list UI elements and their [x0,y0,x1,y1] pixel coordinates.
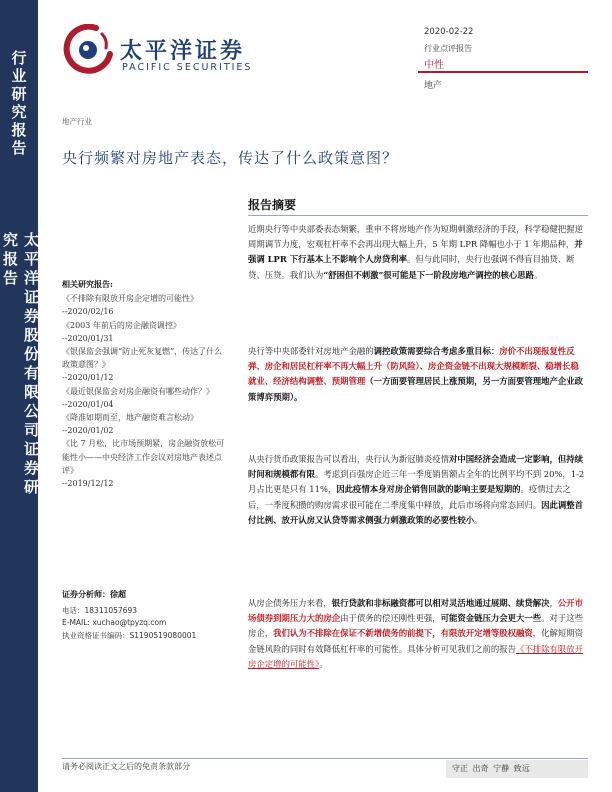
abstract-divider [248,215,588,216]
abstract-paragraph-3 [248,452,586,528]
footer-disclaimer: 请务必阅读正文之后的免责条款部分 [62,762,190,771]
text-run: 。 [474,514,483,525]
header-divider [418,71,588,73]
text-run: 并强调 LPR 下行基本上不影响个人房贷利率 [248,239,583,265]
text-run: （一方面要管理居民上涨预期，另一方面要管理地产企业政策博弈预期）。 [248,376,583,402]
text-run: 。 [319,658,328,669]
side-company-name [0,232,38,500]
analyst-info [62,588,232,642]
text-run: 从央行货币政策报告可以看出，央行认为新冠肺炎疫情 [248,454,449,464]
side-report-type-text: 行业研究报告 [9,50,28,158]
analyst-heading: 证券分析师：徐超 [62,589,126,599]
left-side-band [0,0,38,792]
text-run: 从房企债务压力来看， [248,598,332,608]
side-report-type [0,50,38,162]
report-title: 央行频繁对房地产表态，传达了什么政策意图？ [62,149,399,167]
related-report-date: --2020/01/12 [62,373,114,383]
text-run: 。考虑到百强房企近三年一季度销售额占全年的比例平均不到 20%，1-2 月占比更是只有 11%， [248,469,585,495]
related-report-title[interactable]: 《银保监会强调“防止死灰复燃”，传达了什么政策意图？》 [62,347,223,370]
text-run: ， [549,598,558,608]
text-run: 。对于这些房企， [248,613,583,639]
pacific-logo-icon [62,24,114,76]
report-link[interactable]: 《不排除有限放开房企定增的可能性》 [248,643,583,669]
analyst-phone: 电话：18311057693 [62,605,137,615]
related-report-title[interactable]: 《2003 年前后的房企融资调控》 [62,320,181,330]
text-run: 近期央行等中央部委表态频繁，重申不将房地产作为短期刺激经济的手段，科学稳健把握逆周期调节力度，宏观杠杆率不会再出现大幅上升，5 年期 LPR 降幅也小于 1 年期品种， [248,224,583,250]
footer-divider [62,758,588,759]
related-reports-heading: 相关研究报告: [62,279,113,289]
abstract-heading: 报告摘要 [248,198,297,212]
text-run: ，化解短期资金链风险的同时有效降低杠杆率的可能性。具体分析可见我们之前的报告 [248,628,583,654]
text-run: 央行等中央部委针对房地产金融的 [248,346,374,356]
company-logo [62,24,267,80]
text-run: 对中国经济会造成一定影响，但持续时间和规模都有限 [248,454,583,480]
abstract-paragraph-1 [248,222,586,283]
related-report-date: --2020/02/16 [62,307,114,317]
related-reports-list [62,292,230,490]
logo-chinese-name: 太平洋证券 [120,39,246,64]
text-run: 由于债务的偿还刚性更强， [340,613,441,624]
text-run: “舒困但不刺激”很可能是下一阶段房地产调控的核心思路 [323,269,535,280]
text-run: 可能资金链压力会更大一些 [440,613,542,624]
text-run: 我们认为不排除在保证不新增债务的前提下，有限放开定增等股权融资 [273,628,533,639]
analyst-email: E-MAIL: xuchao@tpyzq.com [62,618,167,627]
text-run: 。疫情过去之后，一季度积攒的购房需求很可能在二季度集中释放，此后市场将向常态回归。 [248,484,571,510]
text-run: 。但与此同时，央行也强调不得盲目抽贷、断贷、压贷。我们认为 [248,254,575,280]
sector-name: 地产 [424,81,443,91]
text-run: 房价不出现报复性反弹、房企和居民杠杆率不再大幅上升（防风险）、房企资金链不出现大规模断裂、稳增长稳就业、经济结构调整、预期管理 [248,346,579,387]
text-run: 因此调整首付比例、放开认房又认贷等需求侧强力刺激政策的必要性较小 [248,499,583,525]
related-report-date: --2020/01/04 [62,399,114,409]
related-report-title[interactable]: 《最近银保监会对房企融资有哪些动作？》 [62,386,214,396]
text-run: 因此疫情本身对房企销售回款的影响主要是短期的 [336,484,521,495]
analyst-cert: 执业资格证书编码：S1190519080001 [62,630,197,640]
related-report-title[interactable]: 《比 7 月松，比市场预期紧，房企融资放松可能性小——中央经济工作会议对房地产表述点评》 [62,439,225,475]
text-run: 调控政策需要综合考虑多重目标： [373,346,500,356]
industry-label: 地产行业 [62,117,92,126]
related-report-date: --2019/12/12 [62,479,114,489]
industry-rating: 中性 [424,60,444,71]
text-run: 公开市场债券到期压力大的房企 [248,598,583,624]
related-report-date: --2020/01/02 [62,426,114,436]
related-report-title[interactable]: 《不排除有限放开房企定增的可能性》 [62,294,198,304]
side-company-text: 太平洋证券股份有限公司证券研究报告 [1,232,40,498]
text-run: 银行贷款和非标融资都可以相对灵活地通过展期、续贷解决 [331,598,550,608]
abstract-paragraph-4 [248,596,586,672]
related-reports [62,278,230,490]
abstract-paragraph-2 [248,344,586,405]
report-date: 2020-02-22 [424,27,474,37]
report-type: 行业点评报告 [424,44,472,53]
logo-english-name: PACIFIC SECURITIES [122,62,253,73]
text-run: 。 [534,269,543,280]
related-report-title[interactable]: 《降准如期而至，地产融资难言松动》 [62,413,198,423]
related-report-date: --2020/01/31 [62,333,114,343]
footer-motto: 守正 出奇 宁静 致远 [446,760,588,778]
